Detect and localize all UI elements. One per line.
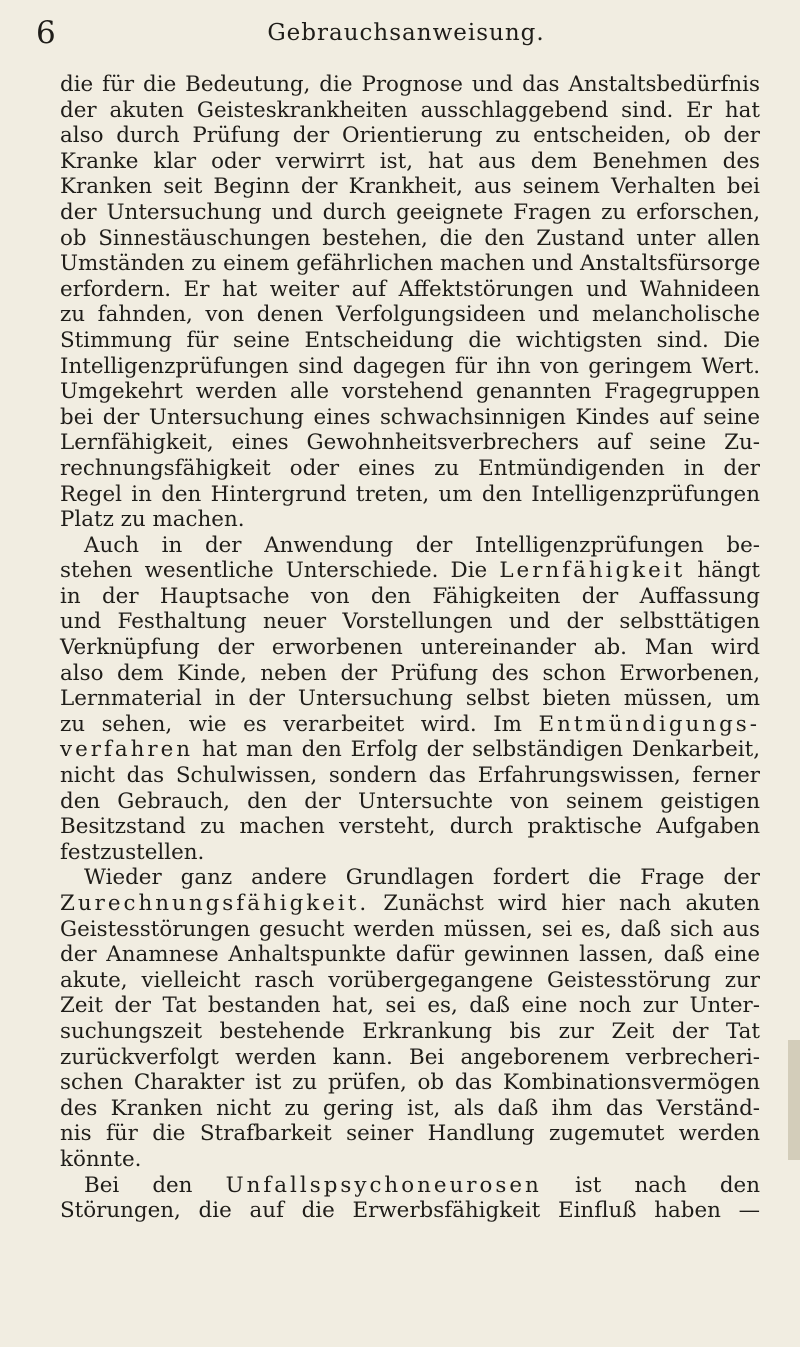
text-line: erfordern. Er hat weiter auf Affektstörungen und Wahnideen: [60, 276, 760, 302]
text-line: Platz zu machen.: [60, 507, 245, 533]
text-line: bei der Untersuchung eines schwachsinnigen Kindes auf seine: [60, 404, 760, 430]
text-line: nicht das Schulwissen, sondern das Erfahrungswissen, ferner: [60, 763, 760, 789]
text-line: den Gebrauch, den der Untersuchte von seinem geistigen: [60, 788, 760, 814]
running-header: [36, 8, 776, 58]
text-line: Kranke klar oder verwirrt ist, hat aus dem Benehmen des: [60, 148, 760, 174]
text-run: hängt: [697, 558, 760, 584]
text-line: Besitzstand zu machen versteht, durch praktische Aufgaben: [60, 814, 760, 840]
text-line: also dem Kinde, neben der Prüfung des schon Erworbenen,: [60, 660, 760, 686]
text-line: Stimmung für seine Entscheidung die wichtigsten sind. Die: [60, 327, 760, 353]
text-line: festzustellen.: [60, 839, 205, 865]
text-line: zu fahnden, von denen Verfolgungsideen und melancholische: [60, 302, 760, 328]
text-line: rechnungsfähigkeit oder eines zu Entmündigenden in der: [60, 455, 760, 481]
text-line: der Anamnese Anhaltspunkte dafür gewinnen lassen, daß eine: [60, 942, 760, 968]
text-line: Verknüpfung der erworbenen untereinander ab. Man wird: [60, 635, 760, 661]
text-line: [60, 558, 760, 584]
spaced-term: Lernfähigkeit: [499, 558, 686, 584]
text-line: könnte.: [60, 1146, 142, 1172]
text-line: in der Hauptsache von den Fähigkeiten der Auffassung: [60, 583, 760, 609]
text-run: stehen wesentliche Unterschiede. Die: [60, 558, 488, 584]
text-line: des Kranken nicht zu gering ist, als daß ihm das Verständ-: [60, 1095, 760, 1121]
text-run: Bei den: [84, 1172, 193, 1198]
page-number: 6: [36, 15, 56, 51]
text-line: und Festhaltung neuer Vorstellungen und der selbsttätigen: [60, 609, 760, 635]
text-line: Zeit der Tat bestanden hat, sei es, daß eine noch zur Unter-: [60, 993, 760, 1019]
text-line: Umständen zu einem gefährlichen machen und Anstaltsfürsorge: [60, 251, 761, 277]
text-line: ob Sinnestäuschungen bestehen, die den Zustand unter allen: [60, 225, 760, 251]
text-line: Geistesstörungen gesucht werden müssen, sei es, daß sich aus: [60, 916, 760, 942]
text-line: der akuten Geisteskrankheiten ausschlaggebend sind. Er hat: [60, 97, 760, 123]
text-line: schen Charakter ist zu prüfen, ob das Kombinationsvermögen: [60, 1070, 760, 1096]
text-line: [60, 1173, 760, 1199]
spaced-term: Entmündigungs-: [538, 711, 760, 737]
spaced-term: Unfallspsychoneurosen: [225, 1172, 542, 1198]
text-line: zurückverfolgt werden kann. Bei angeborenem verbrecheri-: [60, 1044, 760, 1070]
spaced-term: verfahren: [60, 737, 194, 763]
text-run: ist nach den: [574, 1172, 760, 1198]
text-line: Wieder ganz andere Grundlagen fordert die Frage der: [84, 865, 760, 891]
text-line: Intelligenzprüfungen sind dagegen für ihn von geringem Wert.: [60, 353, 760, 379]
text-line: [60, 891, 760, 917]
text-line: der Untersuchung und durch geeignete Fragen zu erforschen,: [60, 199, 760, 225]
text-line: Störungen, die auf die Erwerbsfähigkeit Einfluß haben —: [60, 1198, 760, 1224]
text-run: Zunächst wird hier nach akuten: [383, 891, 760, 916]
spaced-term: Zurechnungsfähigkeit.: [60, 891, 370, 916]
text-line: [60, 712, 760, 738]
text-line: suchungszeit bestehende Erkrankung bis zur Zeit der Tat: [60, 1018, 760, 1044]
text-line: akute, vielleicht rasch vorübergegangene Geistesstörung zur: [60, 967, 760, 993]
text-line: Kranken seit Beginn der Krankheit, aus seinem Verhalten bei: [60, 174, 760, 200]
body-text: [60, 72, 760, 1224]
text-line: Lernmaterial in der Untersuchung selbst bieten müssen, um: [60, 686, 760, 712]
text-line: Regel in den Hintergrund treten, um den Intelligenzprüfungen: [60, 481, 760, 507]
text-line: also durch Prüfung der Orientierung zu entscheiden, ob der: [60, 123, 760, 149]
text-line: nis für die Strafbarkeit seiner Handlung zugemutet werden: [60, 1121, 760, 1147]
running-title: Gebrauchsanweisung.: [267, 20, 545, 46]
text-line: Umgekehrt werden alle vorstehend genannten Fragegruppen: [60, 379, 760, 405]
page-edge-shadow: [788, 1040, 800, 1160]
text-run: zu sehen, wie es verarbeitet wird. Im: [60, 711, 522, 737]
text-line: [60, 737, 760, 763]
text-line: Auch in der Anwendung der Intelligenzprüfungen be-: [84, 532, 760, 558]
text-line: Lernfähigkeit, eines Gewohnheitsverbrechers auf seine Zu-: [60, 430, 760, 456]
text-run: hat man den Erfolg der selbständigen Denkarbeit,: [201, 737, 760, 763]
text-line: die für die Bedeutung, die Prognose und das Anstaltsbedürfnis: [60, 72, 760, 97]
